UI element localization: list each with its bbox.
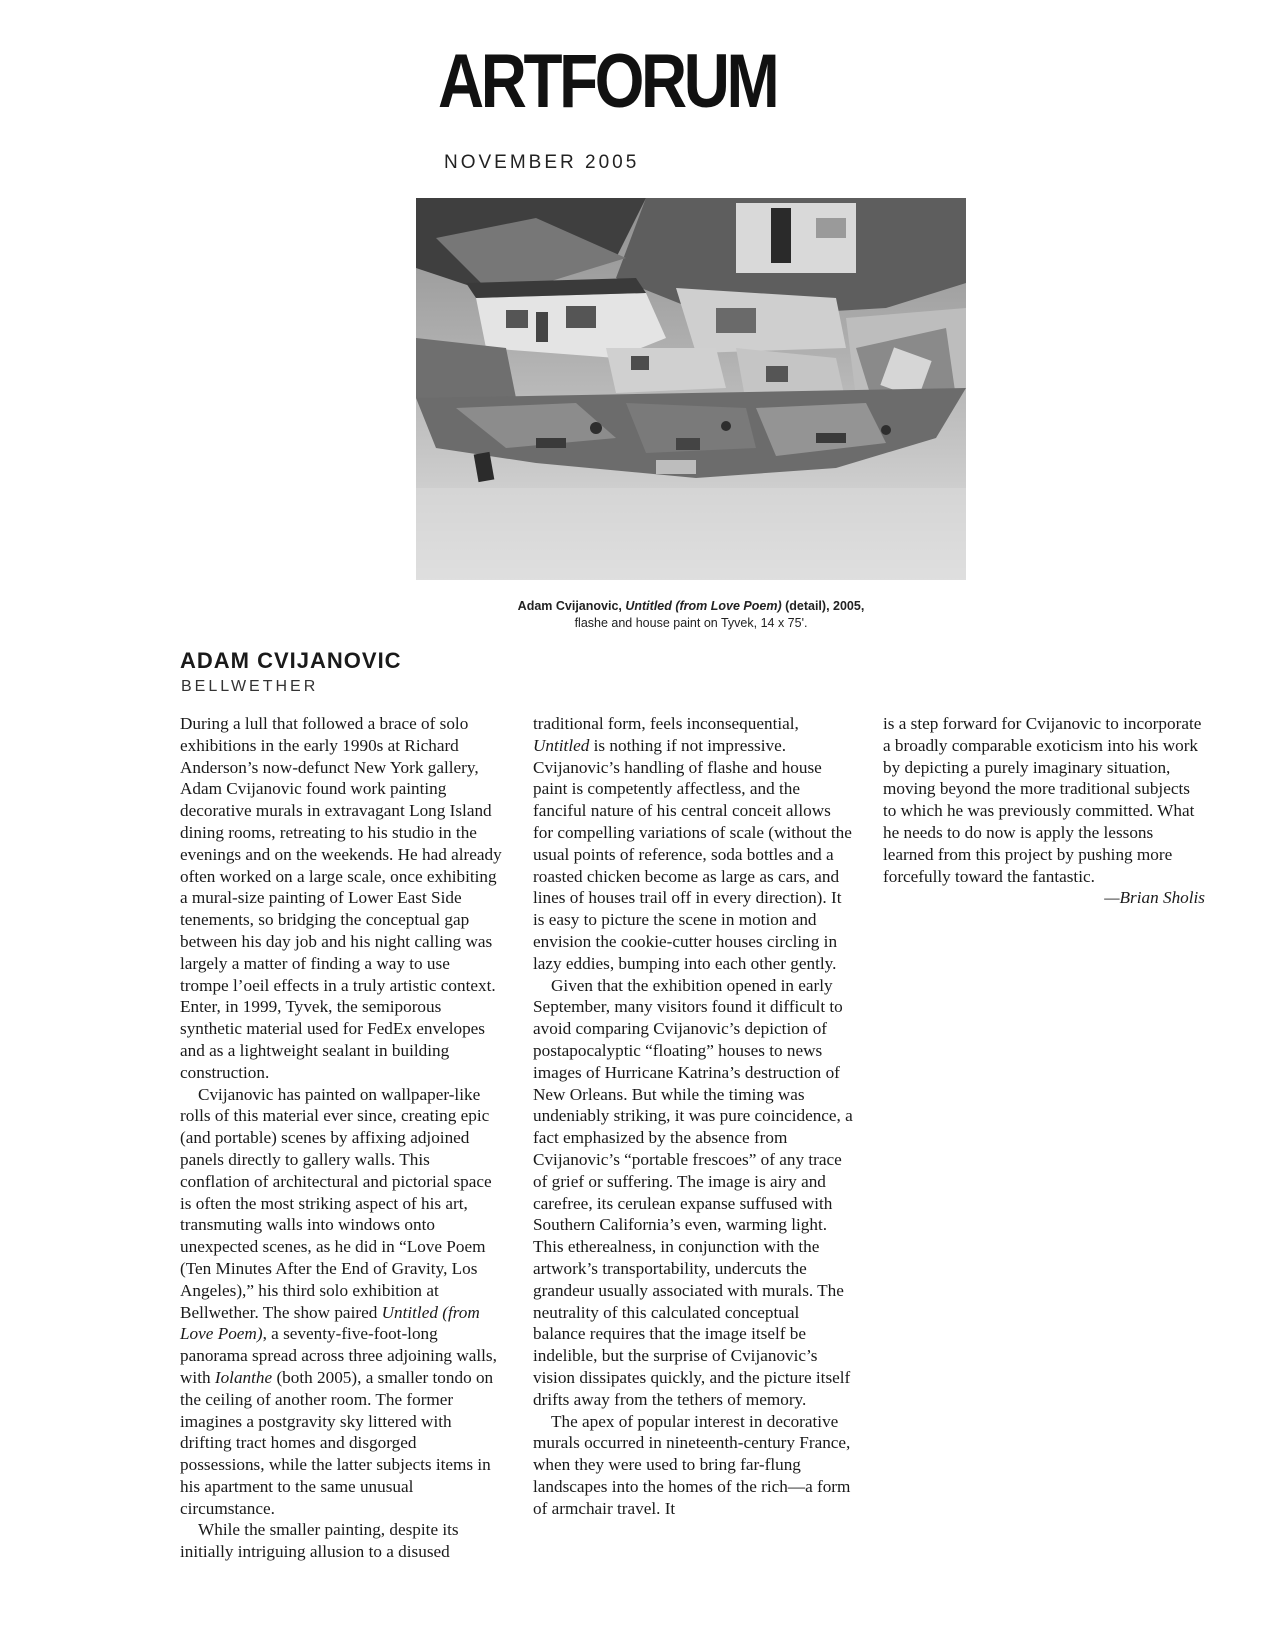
magazine-masthead: ARTFORUM (438, 39, 777, 124)
text-column-1 (180, 713, 502, 1563)
paragraph: Given that the exhibition opened in early September, many visitors found it difficult to avoid comparing Cvijanovic’s depiction of postapocalyptic “floating” houses to news images of Hurricane Katrina’s destruction of New Orleans. But while the timing was undeniably striking, it was pure coincidence, a fact emphasized by the absence from Cvijanovic’s “portable frescoes” of any trace of grief or suffering. The image is airy and carefree, its cerulean expanse suffused with Southern California’s even, warming light. This etherealness, in conjunction with the artwork’s transportability, undercuts the grandeur usually associated with murals. The neutrality of this calculated conceptual balance requires that the image itself be indelible, but the surprise of Cvijanovic’s vision dissipates quickly, and the picture itself drifts away from the tethers of memory. (533, 975, 853, 1409)
image-caption (416, 598, 966, 632)
issue-date: NOVEMBER 2005 (444, 152, 640, 173)
caption-artist: Adam Cvijanovic, (517, 599, 626, 613)
paragraph: While the smaller painting, despite its initially intriguing allusion to a disused (180, 1520, 459, 1562)
text-column-2 (533, 713, 855, 1519)
caption-detail: (detail), 2005, (781, 599, 865, 613)
caption-title: Untitled (from Love Poem) (625, 599, 782, 613)
painting-photo-icon (416, 198, 966, 580)
paragraph: is a step forward for Cvijanovic to incorporate a broadly comparable exoticism into his work by depicting a purely imaginary situation, moving beyond the more traditional subjects to which he was previously committed. What he needs to do now is apply the lessons learned from this project by pushing more forcefully toward the fantastic. (883, 714, 1202, 886)
paragraph: traditional form, feels inconsequential, Untitled is nothing if not impressive. Cvijanovic’s handling of flashe and house paint is competently affectless, and the fanciful nature of his central conceit allows for compelling variations of scale (without the usual points of reference, soda bottles and a roasted chicken become as large as cars, and lines of houses trail off in every direction). It is easy to picture the scene in motion and envision the cookie-cutter houses circling in lazy eddies, bumping into each other gently. (533, 714, 852, 973)
text-column-3 (883, 713, 1205, 909)
artwork-image (416, 198, 966, 580)
article-venue: BELLWETHER (181, 678, 319, 695)
caption-medium: flashe and house paint on Tyvek, 14 x 75'. (574, 616, 808, 630)
paragraph: The apex of popular interest in decorative murals occurred in nineteenth-century France, when they were used to bring far-flung landscapes into the homes of the rich—a form of armchair travel. It (533, 1411, 851, 1518)
paragraph: Cvijanovic has painted on wallpaper-like rolls of this material ever since, creating epic (and portable) scenes by affixing adjoined panels directly to gallery walls. This conflation of architectural and pictorial space is often the most striking aspect of his art, transmuting walls into windows onto unexpected scenes, as he did in “Love Poem (Ten Minutes After the End of Gravity, Los Angeles),” his third solo exhibition at Bellwether. The show paired Untitled (from Love Poem), a seventy-five-foot-long panorama spread across three adjoining walls, with Iolanthe (both 2005), a smaller tondo on the ceiling of another room. The former imagines a postgravity sky littered with drifting tract homes and disgorged possessions, while the latter subjects items in his apartment to the same unusual circumstance. (180, 1084, 497, 1518)
paragraph: During a lull that followed a brace of solo exhibitions in the early 1990s at Richard Anderson’s now-defunct New York gallery, Adam Cvijanovic found work painting decorative murals in extravagant Long Island dining rooms, retreating to his studio in the evenings and on the weekends. He had already often worked on a large scale, once exhibiting a mural-size painting of Lower East Side tenements, so bridging the conceptual gap between his day job and his night calling was largely a matter of finding a way to use trompe l’oeil effects in a truly artistic context. Enter, in 1999, Tyvek, the semiporous synthetic material used for FedEx envelopes and as a lightweight sealant in building construction. (180, 714, 502, 1082)
author-byline: —Brian Sholis (1104, 888, 1205, 908)
article-artist: ADAM CVIJANOVIC (180, 648, 402, 673)
